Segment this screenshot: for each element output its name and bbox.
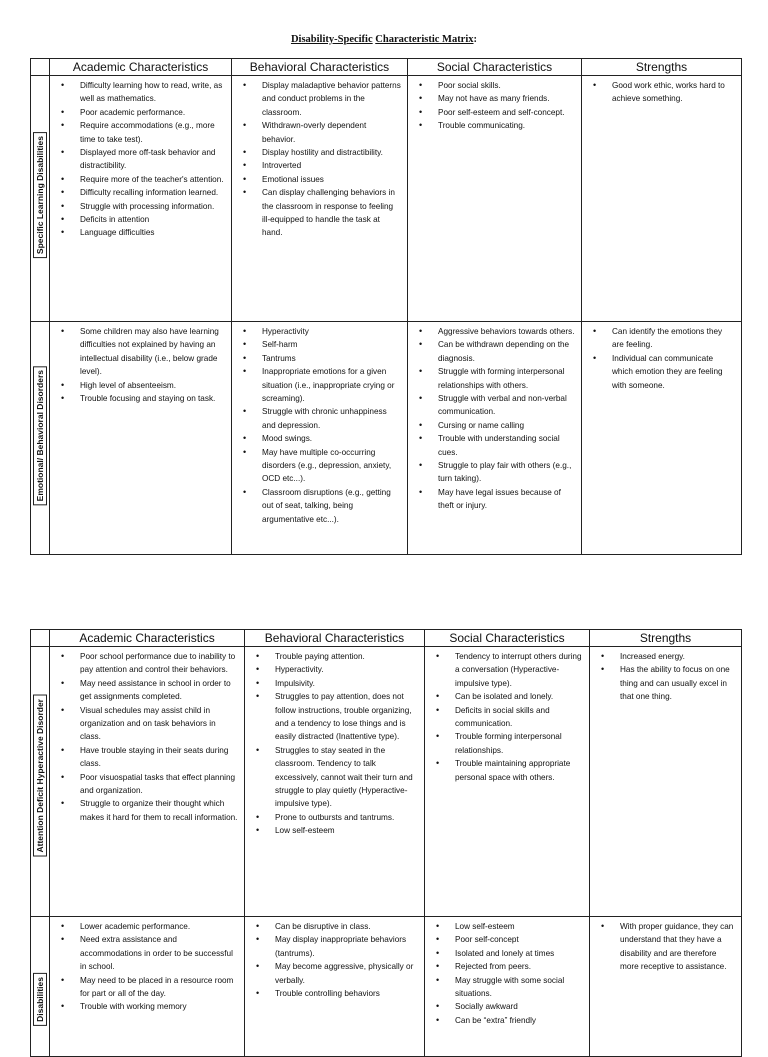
academic-cell bbox=[50, 647, 245, 917]
row-label-cell bbox=[31, 322, 50, 555]
behavioral-cell bbox=[245, 917, 425, 1057]
row-label: Emotional/ Behavioral Disorders bbox=[33, 366, 47, 505]
list-item: • Mood swings. bbox=[262, 432, 401, 445]
list-item: • Self-harm bbox=[262, 338, 401, 351]
list-item: • Trouble with understanding social cues. bbox=[438, 432, 575, 459]
list-item: • May need assistance in school in order to get assignments completed. bbox=[80, 677, 238, 704]
list-item: • Require accommodations (e.g., more time to take test). bbox=[80, 119, 225, 146]
list-item: • May have legal issues because of theft or injury. bbox=[438, 486, 575, 513]
row-label: Attention Deficit Hyperactive Disorder bbox=[33, 695, 47, 857]
list-item: • Inappropriate emotions for a given situation (i.e., inappropriate crying or screaming). bbox=[262, 365, 401, 405]
list-item: • With proper guidance, they can understand that they have a disability and are therefore more receptive to assistance. bbox=[620, 920, 735, 974]
list-item: • Struggles to pay attention, does not follow instructions, trouble organizing, and a tendency to lose things and is easily distracted (Inattentive type). bbox=[275, 690, 418, 744]
list-item: • Rejected from peers. bbox=[455, 960, 583, 973]
list-item: • Poor social skills. bbox=[438, 79, 575, 92]
behavioral-list bbox=[232, 79, 401, 240]
list-item: • High level of absenteeism. bbox=[80, 379, 225, 392]
header-strengths: Strengths bbox=[582, 59, 742, 76]
list-item: • Require more of the teacher's attention. bbox=[80, 173, 225, 186]
behavioral-cell bbox=[232, 76, 408, 322]
academic-cell bbox=[50, 917, 245, 1057]
list-item: • Struggle with forming interpersonal relationships with others. bbox=[438, 365, 575, 392]
social-list bbox=[408, 79, 575, 133]
list-item: • Individual can communicate which emotion they are feeling with someone. bbox=[612, 352, 735, 392]
list-item: • Aggressive behaviors towards others. bbox=[438, 325, 575, 338]
list-item: • Poor school performance due to inability to pay attention and control their behaviors. bbox=[80, 650, 238, 677]
list-item: • Have trouble staying in their seats during class. bbox=[80, 744, 238, 771]
row-adhd bbox=[31, 647, 742, 917]
list-item: • Struggles to stay seated in the classroom. Tendency to talk excessively, cannot wait their turn and struggle to play quietly (Hyperactive-impulsive type). bbox=[275, 744, 418, 811]
strengths-cell bbox=[590, 647, 742, 917]
header-behavioral: Behavioral Characteristics bbox=[232, 59, 408, 76]
academic-list bbox=[50, 79, 225, 240]
list-item: • May become aggressive, physically or verbally. bbox=[275, 960, 418, 987]
list-item: • Can be isolated and lonely. bbox=[455, 690, 583, 703]
list-item: • Displayed more off-task behavior and distractibility. bbox=[80, 146, 225, 173]
row-disabilities bbox=[31, 917, 742, 1057]
list-item: • Withdrawn-overly dependent behavior. bbox=[262, 119, 401, 146]
strengths-list bbox=[582, 325, 735, 392]
social-cell bbox=[408, 322, 582, 555]
list-item: • Struggle with chronic unhappiness and depression. bbox=[262, 405, 401, 432]
list-item: • Tendency to interrupt others during a conversation (Hyperactive-impulsive type). bbox=[455, 650, 583, 690]
list-item: • May display inappropriate behaviors (tantrums). bbox=[275, 933, 418, 960]
list-item: • Low self-esteem bbox=[455, 920, 583, 933]
header-academic: Academic Characteristics bbox=[50, 630, 245, 647]
list-item: • Prone to outbursts and tantrums. bbox=[275, 811, 418, 824]
header-social: Social Characteristics bbox=[408, 59, 582, 76]
corner-cell bbox=[31, 630, 50, 647]
row-label: Specific Learning Disabilities bbox=[33, 132, 47, 258]
social-cell bbox=[408, 76, 582, 322]
academic-cell bbox=[50, 322, 232, 555]
list-item: • Lower academic performance. bbox=[80, 920, 238, 933]
list-item: • Struggle with verbal and non-verbal communication. bbox=[438, 392, 575, 419]
behavioral-list bbox=[232, 325, 401, 526]
list-item: • Trouble with working memory bbox=[80, 1000, 238, 1013]
list-item: • Difficulty learning how to read, write, as well as mathematics. bbox=[80, 79, 225, 106]
page-title bbox=[0, 34, 768, 45]
list-item: • Deficits in attention bbox=[80, 213, 225, 226]
list-item: • Trouble maintaining appropriate personal space with others. bbox=[455, 757, 583, 784]
list-item: • Can display challenging behaviors in the classroom in response to feeling ill-equipped to handle the task at hand. bbox=[262, 186, 401, 240]
list-item: • Can be withdrawn depending on the diagnosis. bbox=[438, 338, 575, 365]
matrix-table-2 bbox=[30, 629, 742, 1057]
list-item: • Display hostility and distractibility. bbox=[262, 146, 401, 159]
academic-list bbox=[50, 325, 225, 405]
list-item: • Language difficulties bbox=[80, 226, 225, 239]
list-item: • Can be “extra” friendly bbox=[455, 1014, 583, 1027]
list-item: • Trouble paying attention. bbox=[275, 650, 418, 663]
strengths-list bbox=[582, 79, 735, 106]
academic-cell bbox=[50, 76, 232, 322]
list-item: • Trouble focusing and staying on task. bbox=[80, 392, 225, 405]
list-item: • Impulsivity. bbox=[275, 677, 418, 690]
behavioral-cell bbox=[232, 322, 408, 555]
list-item: • Can identify the emotions they are feeling. bbox=[612, 325, 735, 352]
social-list bbox=[425, 650, 583, 784]
strengths-list bbox=[590, 920, 735, 974]
behavioral-list bbox=[245, 920, 418, 1000]
list-item: • Poor academic performance. bbox=[80, 106, 225, 119]
list-item: • Hyperactivity. bbox=[275, 663, 418, 676]
list-item: • May not have as many friends. bbox=[438, 92, 575, 105]
social-list bbox=[408, 325, 575, 513]
list-item: • Trouble communicating. bbox=[438, 119, 575, 132]
academic-list bbox=[50, 650, 238, 824]
header-social: Social Characteristics bbox=[425, 630, 590, 647]
list-item: • Tantrums bbox=[262, 352, 401, 365]
list-item: • Some children may also have learning difficulties not explained by having an intellectual disability (i.e., below grade level). bbox=[80, 325, 225, 379]
list-item: • Low self-esteem bbox=[275, 824, 418, 837]
list-item: • May need to be placed in a resource room for part or all of the day. bbox=[80, 974, 238, 1001]
behavioral-cell bbox=[245, 647, 425, 917]
row-label-cell bbox=[31, 76, 50, 322]
list-item: • Difficulty recalling information learned. bbox=[80, 186, 225, 199]
list-item: • Struggle to organize their thought which makes it hard for them to recall information. bbox=[80, 797, 238, 824]
row-specific-learning-disabilities bbox=[31, 76, 742, 322]
academic-list bbox=[50, 920, 238, 1014]
list-item: • Cursing or name calling bbox=[438, 419, 575, 432]
list-item: • Increased energy. bbox=[620, 650, 735, 663]
row-emotional-behavioral-disorders bbox=[31, 322, 742, 555]
list-item: • Display maladaptive behavior patterns and conduct problems in the classroom. bbox=[262, 79, 401, 119]
list-item: • Good work ethic, works hard to achieve something. bbox=[612, 79, 735, 106]
list-item: • Emotional issues bbox=[262, 173, 401, 186]
list-item: • Classroom disruptions (e.g., getting out of seat, talking, being argumentative etc...). bbox=[262, 486, 401, 526]
list-item: • Trouble forming interpersonal relationships. bbox=[455, 730, 583, 757]
list-item: • Need extra assistance and accommodations in order to be successful in school. bbox=[80, 933, 238, 973]
row-label-cell bbox=[31, 917, 50, 1057]
list-item: • May struggle with some social situations. bbox=[455, 974, 583, 1001]
list-item: • Has the ability to focus on one thing and can usually excel in that one thing. bbox=[620, 663, 735, 703]
list-item: • Hyperactivity bbox=[262, 325, 401, 338]
behavioral-list bbox=[245, 650, 418, 838]
list-item: • Poor self-concept bbox=[455, 933, 583, 946]
strengths-list bbox=[590, 650, 735, 704]
title-colon: : bbox=[473, 34, 478, 45]
social-list bbox=[425, 920, 583, 1027]
header-academic: Academic Characteristics bbox=[50, 59, 232, 76]
list-item: • Isolated and lonely at times bbox=[455, 947, 583, 960]
strengths-cell bbox=[582, 76, 742, 322]
title-part-1: Disability-Specific bbox=[290, 34, 373, 45]
row-label-cell bbox=[31, 647, 50, 917]
corner-cell bbox=[31, 59, 50, 76]
row-label: Disabilities bbox=[33, 973, 47, 1026]
list-item: • Struggle to play fair with others (e.g., turn taking). bbox=[438, 459, 575, 486]
list-item: • Poor self-esteem and self-concept. bbox=[438, 106, 575, 119]
list-item: • Poor visuospatial tasks that effect planning and organization. bbox=[80, 771, 238, 798]
list-item: • Introverted bbox=[262, 159, 401, 172]
list-item: • Socially awkward bbox=[455, 1000, 583, 1013]
social-cell bbox=[425, 647, 590, 917]
social-cell bbox=[425, 917, 590, 1057]
list-item: • Can be disruptive in class. bbox=[275, 920, 418, 933]
list-item: • May have multiple co-occurring disorders (e.g., depression, anxiety, OCD etc...). bbox=[262, 446, 401, 486]
list-item: • Struggle with processing information. bbox=[80, 200, 225, 213]
strengths-cell bbox=[590, 917, 742, 1057]
list-item: • Deficits in social skills and communication. bbox=[455, 704, 583, 731]
strengths-cell bbox=[582, 322, 742, 555]
title-part-2: Characteristic Matrix bbox=[375, 34, 474, 45]
header-behavioral: Behavioral Characteristics bbox=[245, 630, 425, 647]
list-item: • Visual schedules may assist child in organization and on task behaviors in class. bbox=[80, 704, 238, 744]
matrix-table-1 bbox=[30, 58, 742, 555]
header-strengths: Strengths bbox=[590, 630, 742, 647]
list-item: • Trouble controlling behaviors bbox=[275, 987, 418, 1000]
